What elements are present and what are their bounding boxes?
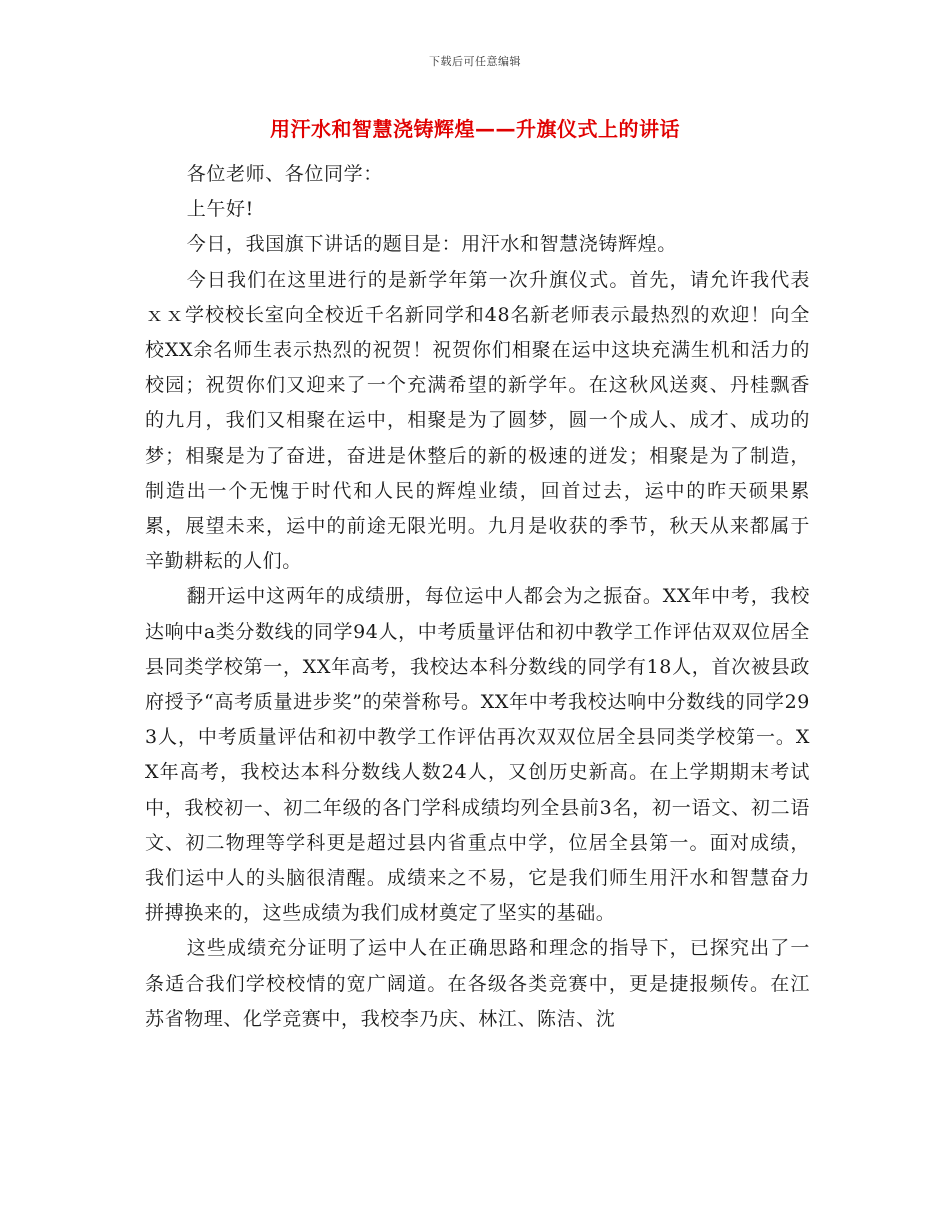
body-paragraph: 这些成绩充分证明了运中人在正确思路和理念的指导下，已探究出了一条适合我们学校校情的宽广阔道。在各级各类竞赛中，更是捷报频传。在江苏省物理、化学竞赛中，我校李乃庆、林江、陈洁、沈 <box>145 937 810 1030</box>
body-paragraph: 今日我们在这里进行的是新学年第一次升旗仪式。首先，请允许我代表ｘｘ学校校长室向全校近千名新同学和48名新老师表示最热烈的欢迎！向全校XX余名师生表示热烈的祝贺！祝贺你们相聚在运中这块充满生机和活力的校园；祝贺你们又迎来了一个充满希望的新学年。在这秋风送爽、丹桂飘香的九月，我们又相聚在运中，相聚是为了圆梦，圆一个成人、成才、成功的梦；相聚是为了奋进，奋进是休整后的新的极速的迸发；相聚是为了制造，制造出一个无愧于时代和人民的辉煌业绩，回首过去，运中的昨天硕果累累，展望未来，运中的前途无限光明。九月是收获的季节，秋天从来都属于辛勤耕耘的人们。 <box>145 268 810 573</box>
page-header-note: 下载后可任意编辑 <box>429 55 521 68</box>
salutation: 各位老师、各位同学： <box>186 163 383 185</box>
topic-paragraph: 今日，我国旗下讲话的题目是：用汗水和智慧浇铸辉煌。 <box>186 233 677 256</box>
document-body <box>145 157 810 1037</box>
document-title: 用汗水和智慧浇铸辉煌——升旗仪式上的讲话 <box>270 117 680 141</box>
body-paragraph: 翻开运中这两年的成绩册，每位运中人都会为之振奋。XX年中考，我校达响中a类分数线的同学94人，中考质量评估和初中教学工作评估双双位居全县同类学校第一，XX年高考，我校达本科分数线的同学有18人，首次被县政府授予“高考质量进步奖”的荣誉称号。XX年中考我校达响中分数线的同学293人，中考质量评估和初中教学工作评估再次双双位居全县同类学校第一。XX年高考，我校达本科分数线人数24人，又创历史新高。在上学期期末考试中，我校初一、初二年级的各门学科成绩均列全县前3名，初一语文、初二语文、初二物理等学科更是超过县内省重点中学，位居全县第一。面对成绩，我们运中人的头脑很清醒。成绩来之不易，它是我们师生用汗水和智慧奋力拼搏换来的，这些成绩为我们成材奠定了坚实的基础。 <box>145 585 810 925</box>
greeting: 上午好! <box>186 198 254 221</box>
